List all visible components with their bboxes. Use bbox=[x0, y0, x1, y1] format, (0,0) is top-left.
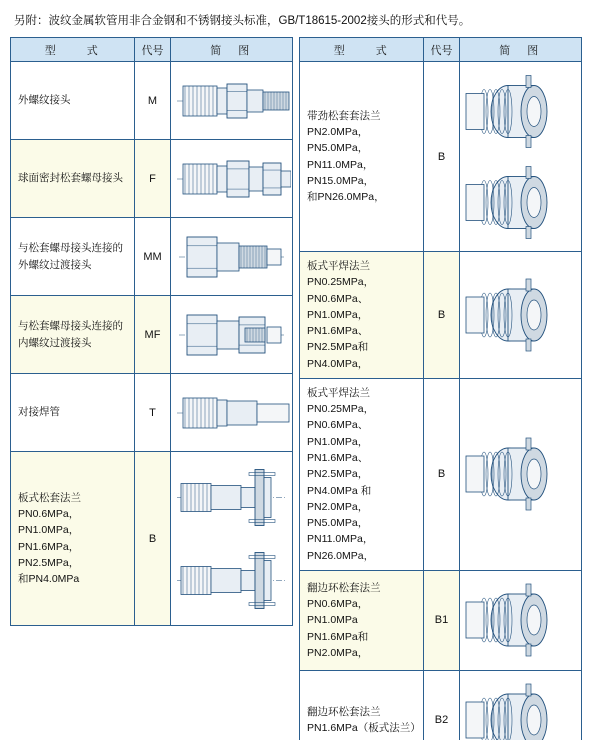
type-line: PN11.0MPa，PN15.0MPa， bbox=[307, 158, 375, 187]
cell-figure bbox=[459, 570, 581, 670]
table-body-right bbox=[300, 62, 582, 740]
column-header-code: 代号 bbox=[135, 38, 170, 62]
cell-type bbox=[11, 218, 135, 296]
cell-figure bbox=[459, 378, 581, 570]
cell-type bbox=[11, 296, 135, 374]
type-line: 与松套螺母接头连接的外螺纹过渡接头 bbox=[18, 242, 123, 271]
column-header-figure: 简 图 bbox=[459, 38, 581, 62]
tables-container bbox=[10, 37, 590, 740]
table-row bbox=[300, 570, 582, 670]
type-line: PN2.5MPa，PN4.0MPa 和 bbox=[307, 468, 372, 497]
type-line: PN1.0MPa，PN1.6MPa、 bbox=[307, 435, 369, 465]
cell-figure bbox=[459, 62, 581, 252]
type-line: 对接焊管 bbox=[18, 406, 60, 419]
cell-figure bbox=[170, 452, 292, 626]
table-row bbox=[11, 452, 293, 626]
cell-type bbox=[11, 374, 135, 452]
type-line: PN0.6MPa，PN1.0MPa， bbox=[18, 508, 80, 537]
type-line: PN1.6MPa，PN2.5MPa， bbox=[18, 540, 80, 569]
cell-code: B bbox=[424, 252, 459, 379]
table-row bbox=[11, 218, 293, 296]
table-row bbox=[11, 296, 293, 374]
table-row bbox=[300, 62, 582, 252]
cell-figure bbox=[459, 670, 581, 740]
cell-figure bbox=[170, 140, 292, 218]
cell-code: B1 bbox=[424, 570, 459, 670]
column-header-code: 代号 bbox=[424, 38, 459, 62]
table-body-left bbox=[11, 62, 293, 626]
table-row bbox=[11, 62, 293, 140]
column-header-figure: 简 图 bbox=[170, 38, 292, 62]
cell-type bbox=[300, 62, 424, 252]
table-row bbox=[300, 378, 582, 570]
cell-type bbox=[11, 452, 135, 626]
type-line: 和PN4.0MPa bbox=[18, 573, 80, 586]
type-line: PN1.6MPa（板式法兰） bbox=[307, 722, 421, 735]
type-line: PN2.0MPa，PN5.0MPa， bbox=[307, 126, 369, 155]
type-line: 带劲松套套法兰 bbox=[307, 109, 381, 122]
type-line: PN1.0MPa，PN1.6MPa、 bbox=[307, 308, 369, 338]
cell-type bbox=[300, 378, 424, 570]
type-line: 球面密封松套螺母接头 bbox=[18, 172, 123, 185]
type-line: 板式松套法兰 bbox=[18, 491, 81, 504]
type-line: 翻边环松套法兰 bbox=[307, 581, 381, 594]
cell-type bbox=[11, 140, 135, 218]
type-line: PN0.25MPa，PN0.6MPa、 bbox=[307, 276, 375, 305]
cell-code: B bbox=[424, 62, 459, 252]
cell-type bbox=[300, 670, 424, 740]
cell-type bbox=[300, 252, 424, 379]
type-line: 外螺纹接头 bbox=[18, 94, 71, 107]
cell-code: MF bbox=[135, 296, 170, 374]
cell-figure bbox=[459, 252, 581, 379]
fittings-table-left bbox=[10, 37, 293, 626]
cell-type bbox=[11, 62, 135, 140]
type-line: PN2.0MPa，PN5.0MPa， bbox=[307, 500, 369, 530]
table-row bbox=[11, 140, 293, 218]
cell-code: B bbox=[135, 452, 170, 626]
type-line: PN1.6MPa和PN2.0MPa， bbox=[307, 630, 369, 659]
cell-type bbox=[300, 570, 424, 670]
cell-figure bbox=[170, 62, 292, 140]
fittings-table-right bbox=[299, 37, 582, 740]
cell-code: T bbox=[135, 374, 170, 452]
table-header-row bbox=[11, 38, 293, 62]
cell-code: F bbox=[135, 140, 170, 218]
cell-code: M bbox=[135, 62, 170, 140]
cell-figure bbox=[170, 374, 292, 452]
type-line: PN0.6MPa，PN1.0MPa bbox=[307, 597, 369, 627]
type-line: 和PN26.0MPa， bbox=[307, 191, 385, 204]
table-header-row bbox=[300, 38, 582, 62]
type-line: 翻边环松套法兰 bbox=[307, 706, 381, 719]
type-line: PN2.5MPa和PN4.0MPa， bbox=[307, 341, 369, 370]
table-row bbox=[300, 252, 582, 379]
page-title: 另附：波纹金属软管用非合金钢和不锈钢接头标准，GB/T18615-2002接头的形式和代号。 bbox=[14, 15, 471, 27]
type-line: 板式平焊法兰 bbox=[307, 386, 370, 399]
type-line: PN0.25MPa，PN0.6MPa、 bbox=[307, 403, 375, 432]
cell-code: B2 bbox=[424, 670, 459, 740]
column-header-type: 型 式 bbox=[11, 38, 135, 62]
type-line: 板式平焊法兰 bbox=[307, 260, 370, 273]
column-header-type: 型 式 bbox=[300, 38, 424, 62]
type-line: 与松套螺母接头连接的内螺纹过渡接头 bbox=[18, 320, 123, 349]
cell-code: MM bbox=[135, 218, 170, 296]
table-row bbox=[11, 374, 293, 452]
type-line: PN11.0MPa，PN26.0MPa， bbox=[307, 533, 375, 562]
table-row bbox=[300, 670, 582, 740]
cell-figure bbox=[170, 296, 292, 374]
cell-code: B bbox=[424, 378, 459, 570]
cell-figure bbox=[170, 218, 292, 296]
